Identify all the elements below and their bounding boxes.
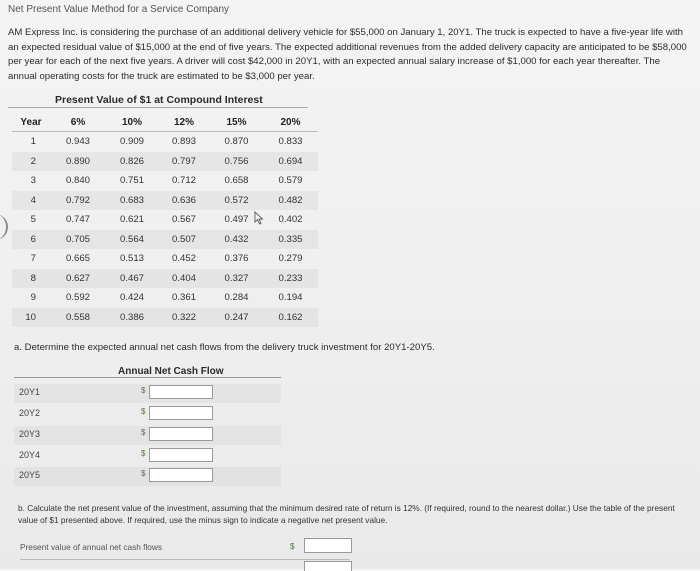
table-cell: 0.705 xyxy=(50,230,106,250)
divider xyxy=(20,559,350,560)
cash-flow-input-20y4[interactable] xyxy=(149,448,213,462)
table-cell: 0.482 xyxy=(263,191,318,211)
table-row xyxy=(12,210,318,230)
cash-flow-row-20y4 xyxy=(14,447,281,466)
table-cell: 0.694 xyxy=(263,152,318,172)
table-cell: 0.751 xyxy=(119,175,144,187)
table-cell: 0.665 xyxy=(65,253,90,265)
part-a-question: a. Determine the expected annual net cash flows from the delivery truck investment for 20Y1-20Y5. xyxy=(14,342,435,353)
table-cell: 0.833 xyxy=(278,136,303,148)
currency-symbol: $ xyxy=(141,386,146,395)
table-cell: 0.513 xyxy=(119,253,144,265)
table-row xyxy=(12,191,318,211)
table-cell: 9 xyxy=(30,292,36,304)
table-cell: 0.621 xyxy=(119,214,144,226)
table-cell: 0.247 xyxy=(210,308,263,328)
row-label: 20Y3 xyxy=(19,429,41,439)
table-cell: 0.376 xyxy=(224,253,249,265)
column-header: 12% xyxy=(173,117,194,128)
table-cell: 0.452 xyxy=(171,253,196,265)
cash-flow-row-20y3 xyxy=(14,426,281,445)
table-cell: 0.572 xyxy=(210,191,263,211)
table-cell: 2 xyxy=(12,152,50,172)
row-label: 20Y4 xyxy=(19,450,41,460)
table-row xyxy=(12,132,318,152)
table-row xyxy=(12,152,318,172)
table-cell: 0.890 xyxy=(50,152,106,172)
table-cell: 0.327 xyxy=(210,269,263,289)
table-cell: 0.432 xyxy=(210,230,263,250)
table-cell: 0.558 xyxy=(50,308,106,328)
table-cell: 0.683 xyxy=(106,191,158,211)
table-cell: 0.424 xyxy=(119,292,144,304)
row-label: 20Y5 xyxy=(19,470,41,480)
cash-flow-row-20y5 xyxy=(14,467,281,486)
table-header-row xyxy=(12,114,318,132)
table-cell: 8 xyxy=(12,269,50,289)
table-cell: 0.909 xyxy=(119,136,144,148)
table-cell: 0.467 xyxy=(106,269,158,289)
cash-flow-input-20y2[interactable] xyxy=(149,406,213,420)
page-title: Net Present Value Method for a Service Company xyxy=(8,4,230,15)
table-cell: 0.627 xyxy=(50,269,106,289)
column-header: 10% xyxy=(121,117,142,128)
table-cell: 0.402 xyxy=(278,214,303,226)
table-row xyxy=(12,230,318,250)
pv-annual-net-cash-flows-input[interactable] xyxy=(304,538,352,553)
table-cell: 0.756 xyxy=(210,152,263,172)
table-cell: 0.592 xyxy=(65,292,90,304)
cash-flow-row-20y1 xyxy=(14,384,281,403)
table-row xyxy=(12,249,318,269)
table-cell: 0.826 xyxy=(106,152,158,172)
part-b-question: b. Calculate the net present value of the investment, assuming that the minimum desired rate of return is 12%. (If required, round to the nearest dollar.) Use the table of the present value of $1 presented above. If required, use the minus sign to indicate a negative net present value. xyxy=(18,503,675,525)
table-cell: 0.497 xyxy=(224,214,249,226)
cash-flow-row-20y2 xyxy=(14,405,281,424)
column-header: 15% xyxy=(226,117,247,128)
table-cell: 1 xyxy=(30,136,36,148)
table-cell: 0.194 xyxy=(278,292,303,304)
table-cell: 0.567 xyxy=(171,214,196,226)
table-cell: 0.712 xyxy=(171,175,196,187)
table-cell: 0.579 xyxy=(278,175,303,187)
table-cell: 0.564 xyxy=(106,230,158,250)
table-row xyxy=(12,288,318,308)
table-cell: 0.792 xyxy=(50,191,106,211)
table-cell: 0.943 xyxy=(65,136,90,148)
table-cell: 0.279 xyxy=(278,253,303,265)
npv-row-label: Present value of annual net cash flows xyxy=(20,542,163,552)
table-cell: 0.322 xyxy=(158,308,210,328)
currency-symbol: $ xyxy=(141,449,146,458)
cash-flow-input-20y5[interactable] xyxy=(149,468,213,482)
annual-net-cash-flow-title: Annual Net Cash Flow xyxy=(118,366,224,377)
row-label: 20Y1 xyxy=(19,387,41,397)
column-header: Year xyxy=(20,117,42,128)
pv-table-title: Present Value of $1 at Compound Interest xyxy=(55,94,263,106)
table-row xyxy=(12,171,318,191)
table-cell: 0.840 xyxy=(65,175,90,187)
currency-symbol: $ xyxy=(290,542,295,551)
table-cell: 0.658 xyxy=(224,175,249,187)
table-cell: 0.747 xyxy=(65,214,90,226)
currency-symbol: $ xyxy=(141,428,146,437)
table-cell: 6 xyxy=(12,230,50,250)
mouse-pointer-icon xyxy=(254,211,264,225)
present-value-table xyxy=(12,114,318,327)
table-cell: 0.233 xyxy=(263,269,318,289)
table-cell: 0.335 xyxy=(263,230,318,250)
table-cell: 0.636 xyxy=(158,191,210,211)
problem-description: AM Express Inc. is considering the purchase of an additional delivery vehicle for $55,000 on January 1, 20Y1. The truck is expected to have a five-year life with an expected residual value of $15,000 at the end of five years. The expected additional revenues from the added delivery capacity are anticipated to be $58,000 per year for each of the next five years. A driver will cost $42,000 in 20Y1, with an expected annual salary increase of $1,000 for each year thereafter. The annual operating costs for the truck are estimated to be $3,000 per year. xyxy=(8,27,687,82)
divider xyxy=(8,107,308,108)
table-cell: 3 xyxy=(30,175,36,187)
table-cell: 5 xyxy=(30,214,36,226)
table-cell: 7 xyxy=(30,253,36,265)
currency-symbol: $ xyxy=(141,407,146,416)
currency-symbol: $ xyxy=(141,469,146,478)
table-cell: 0.507 xyxy=(158,230,210,250)
cash-flow-input-20y1[interactable] xyxy=(149,385,213,399)
table-cell: 0.386 xyxy=(106,308,158,328)
table-cell: 0.870 xyxy=(224,136,249,148)
divider xyxy=(14,377,281,378)
table-cell: 0.162 xyxy=(263,308,318,328)
table-cell: 0.893 xyxy=(171,136,196,148)
column-header: 6% xyxy=(70,117,86,128)
side-bracket-decoration xyxy=(0,214,8,240)
row-label: 20Y2 xyxy=(19,408,41,418)
table-cell: 0.404 xyxy=(158,269,210,289)
column-header: 20% xyxy=(280,117,301,128)
table-cell: 4 xyxy=(12,191,50,211)
table-cell: 0.284 xyxy=(224,292,249,304)
table-row xyxy=(12,269,318,289)
next-answer-input[interactable] xyxy=(304,561,352,571)
table-cell: 0.361 xyxy=(171,292,196,304)
table-cell: 10 xyxy=(12,308,50,328)
table-cell: 0.797 xyxy=(158,152,210,172)
cash-flow-input-20y3[interactable] xyxy=(149,427,213,441)
table-row xyxy=(12,308,318,328)
